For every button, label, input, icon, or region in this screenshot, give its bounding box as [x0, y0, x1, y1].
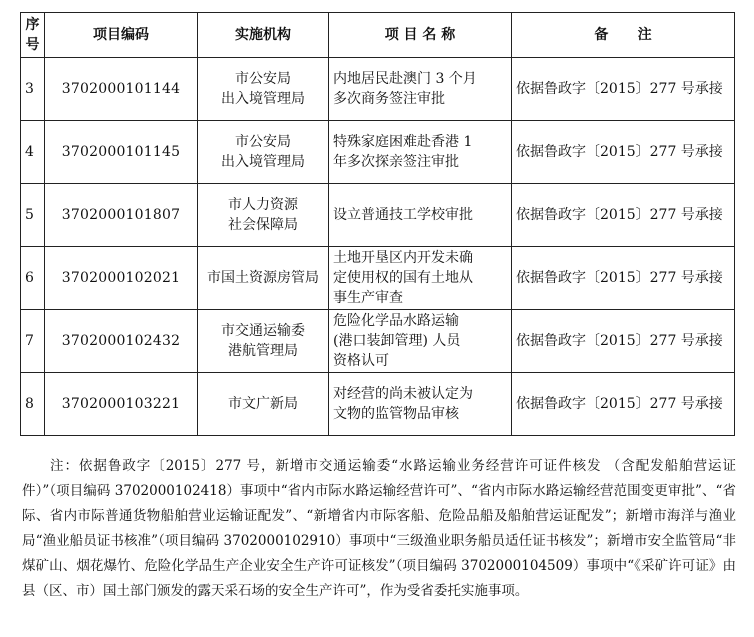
name-line: 设立普通技工学校审批 [333, 207, 473, 223]
header-code: 项目编码 [45, 13, 198, 58]
row-note: 依据鲁政字〔2015〕277 号承接 [512, 247, 735, 310]
name-line: 文物的监管物品审核 [333, 406, 459, 422]
row-code: 3702000101807 [45, 184, 198, 247]
row-org [198, 121, 329, 184]
name-line: 土地开垦区内开发未确 [333, 250, 473, 266]
row-org [198, 58, 329, 121]
row-seq: 4 [21, 121, 45, 184]
org-line: 市文广新局 [228, 396, 298, 412]
name-line: 内地居民赴澳门 3 个月 [333, 71, 477, 87]
name-line: 特殊家庭困难赴香港 1 [333, 134, 473, 150]
row-seq: 3 [21, 58, 45, 121]
row-seq: 8 [21, 373, 45, 436]
items-table [20, 12, 735, 436]
row-code: 3702000102021 [45, 247, 198, 310]
footnote: 注：依据鲁政字〔2015〕277 号，新增市交通运输委“水路运输业务经营许可证件核发 （含配发船舶营运证件）”（项目编码 3702000102418）事项中“省内市际水路运输经营许可”、“省内市际水路运输经营范围变更审批”、“省际、省内市际普通货物船舶营业运输证配发”、“新增省内市际客船、危险品船及船舶营运证配发”；新增市海洋与渔业局“渔业船员证书核准”（项目编码 3702000102910）事项中“三级渔业职务船员适任证书核发”；新增市安全监管局“非煤矿山、烟花爆竹、危险化学品生产企业安全生产许可证核发”（项目编码 3702000104509）事项中“《采矿许可证》由县（区、市）国土部门颁发的露天采石场的安全生产许可”，作为受省委托实施事项。 [22, 458, 736, 599]
header-name: 项 目 名 称 [329, 13, 512, 58]
org-line: 市国土资源房管局 [207, 270, 319, 286]
org-line: 社会保障局 [228, 217, 298, 233]
row-note: 依据鲁政字〔2015〕277 号承接 [512, 58, 735, 121]
row-name [329, 184, 512, 247]
row-org [198, 310, 329, 373]
row-note: 依据鲁政字〔2015〕277 号承接 [512, 373, 735, 436]
row-note: 依据鲁政字〔2015〕277 号承接 [512, 184, 735, 247]
row-org [198, 373, 329, 436]
name-line: 事生产审查 [333, 290, 403, 306]
row-org [198, 184, 329, 247]
row-name [329, 247, 512, 310]
org-line: 市公安局 [235, 71, 291, 87]
row-note: 依据鲁政字〔2015〕277 号承接 [512, 121, 735, 184]
header-note: 备 注 [512, 13, 735, 58]
name-line: 定使用权的国有土地从 [333, 270, 473, 286]
row-code: 3702000103221 [45, 373, 198, 436]
row-code: 3702000101145 [45, 121, 198, 184]
table-row [21, 121, 735, 184]
org-line: 出入境管理局 [221, 91, 305, 107]
row-code: 3702000101144 [45, 58, 198, 121]
row-name [329, 121, 512, 184]
row-seq: 6 [21, 247, 45, 310]
table-row [21, 247, 735, 310]
row-name [329, 373, 512, 436]
table-row [21, 184, 735, 247]
org-line: 港航管理局 [228, 343, 298, 359]
header-org: 实施机构 [198, 13, 329, 58]
name-line: 年多次探亲签注审批 [333, 154, 459, 170]
row-seq: 5 [21, 184, 45, 247]
table-header-row [21, 13, 735, 58]
name-line: 资格认可 [333, 353, 389, 369]
org-line: 出入境管理局 [221, 154, 305, 170]
org-line: 市公安局 [235, 134, 291, 150]
row-name [329, 310, 512, 373]
name-line: 危险化学品水路运输 [333, 313, 459, 329]
row-name [329, 58, 512, 121]
table-row [21, 310, 735, 373]
name-line: 对经营的尚未被认定为 [333, 386, 473, 402]
name-line: (港口装卸管理) 人员 [333, 333, 461, 349]
org-line: 市交通运输委 [221, 323, 305, 339]
table-row [21, 58, 735, 121]
name-line: 多次商务签注审批 [333, 91, 445, 107]
row-code: 3702000102432 [45, 310, 198, 373]
org-line: 市人力资源 [228, 197, 298, 213]
table-row [21, 373, 735, 436]
row-seq: 7 [21, 310, 45, 373]
row-org [198, 247, 329, 310]
header-seq: 序号 [21, 13, 45, 58]
row-note: 依据鲁政字〔2015〕277 号承接 [512, 310, 735, 373]
